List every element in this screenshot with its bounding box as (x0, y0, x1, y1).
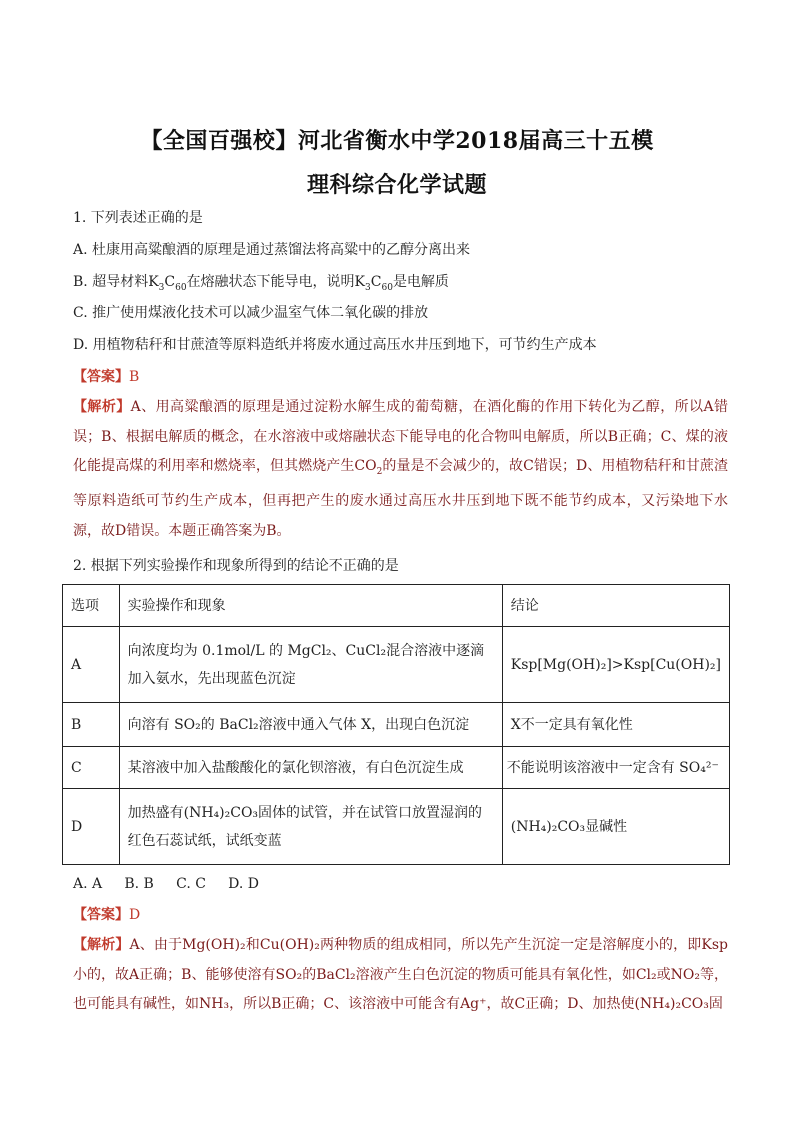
table-cell: 向浓度均为 0.1mol/L 的 MgCl₂、CuCl₂混合溶液中逐滴加入氨水，先出现蓝色沉淀 (119, 627, 502, 703)
table-cell: X不一定具有氧化性 (502, 703, 729, 747)
q2-table (62, 584, 730, 865)
q2-choices: A. A B. B C. C D. D (73, 876, 260, 892)
table-cell: D (63, 789, 120, 865)
q1-option-d: D. 用植物秸秆和甘蔗渣等原料造纸并将废水通过高压水井压到地下，可节约生产成本 (73, 337, 597, 353)
answer-value: D (129, 907, 141, 923)
q2-stem: 2. 根据下列实验操作和现象所得到的结论不正确的是 (73, 558, 399, 574)
table-header-row (63, 585, 730, 627)
q1-analysis: 【解析】A、用高粱酿酒的原理是通过淀粉水解生成的葡萄糖，在酒化酶的作用下转化为乙醇，所以A错误；B、根据电解质的概念，在水溶液中或熔融状态下能导电的化合物叫电解质，所以B正确；C、煤的液化能提高煤的利用率和燃烧率，但其燃烧产生$CO_2$的量是不会减少的，故C错误；D、用植物秸秆和甘蔗渣等原料造纸可节约生产成本，但再把产生的废水通过高压水井压到地下既不能节约成本，又污染地下水源，故D错误。本题正确答案为B。 (73, 399, 729, 539)
analysis-tag: 【解析】 (73, 399, 131, 415)
table-cell: 加热盛有(NH₄)₂CO₃固体的试管，并在试管口放置湿润的红色石蕊试纸，试纸变蓝 (119, 789, 502, 865)
answer-tag: 【答案】 (73, 369, 129, 385)
table-cell: 不能说明该溶液中一定含有 SO₄²⁻ (502, 747, 729, 789)
page-title: 【全国百强校】河北省衡水中学2018届高三十五模 (140, 128, 654, 154)
table-header: 选项 (63, 585, 120, 627)
q1-option-b: B. 超导材料$K_3C_{60}$在熔融状态下能导电，说明$K_3C_{60}$是电解质 (73, 274, 449, 293)
analysis-tag: 【解析】 (73, 937, 130, 953)
answer-value: B (129, 369, 140, 385)
table-row (63, 789, 730, 865)
table-cell: 某溶液中加入盐酸酸化的氯化钡溶液，有白色沉淀生成 (119, 747, 502, 789)
table-header: 结论 (502, 585, 729, 627)
table-cell: B (63, 703, 120, 747)
table-cell: C (63, 747, 120, 789)
q1-answer (73, 367, 728, 387)
table-row (63, 703, 730, 747)
table-row (63, 747, 730, 789)
table-cell: Ksp[Mg(OH)₂]>Ksp[Cu(OH)₂] (502, 627, 729, 703)
q1-option-a: A. 杜康用高粱酿酒的原理是通过蒸馏法将高粱中的乙醇分离出来 (73, 242, 471, 258)
table-cell: 向溶有 SO₂的 BaCl₂溶液中通入气体 X，出现白色沉淀 (119, 703, 502, 747)
q2-answer (73, 905, 728, 925)
table-header: 实验操作和现象 (119, 585, 502, 627)
table-cell: A (63, 627, 120, 703)
table-cell: (NH₄)₂CO₃显碱性 (502, 789, 729, 865)
q1-option-c: C. 推广使用煤液化技术可以减少温室气体二氧化碳的排放 (73, 305, 429, 321)
table-row (63, 627, 730, 703)
answer-tag: 【答案】 (73, 907, 129, 923)
q1-stem: 1. 下列表述正确的是 (73, 210, 203, 226)
q2-analysis: 【解析】A、由于Mg(OH)₂和Cu(OH)₂两种物质的组成相同，所以先产生沉淀一定是溶解度小的，即Ksp小的，故A正确；B、能够使溶有SO₂的BaCl₂溶液产生白色沉淀的物质可能具有氧化性，如Cl₂或NO₂等，也可能具有碱性，如NH₃，所以B正确；C、该溶液中可能含有Ag⁺，故C正确；D、加热使(NH₄)₂CO₃固 (73, 937, 728, 1012)
page-subtitle: 理科综合化学试题 (306, 172, 487, 198)
